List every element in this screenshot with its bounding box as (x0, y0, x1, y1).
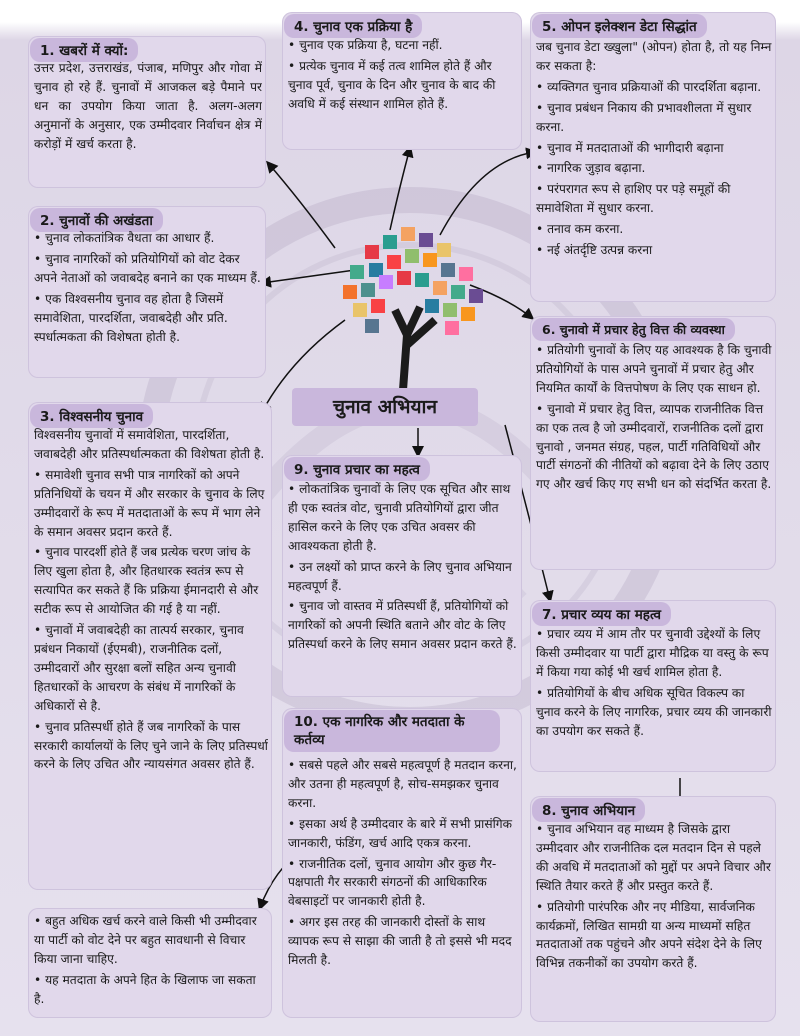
section-7-body (536, 625, 772, 771)
section-9-body (288, 480, 518, 696)
section-3b-body (34, 912, 268, 1016)
section-2-title: 2. चुनावों की अखंडता (30, 208, 163, 232)
section-10-bullet: • सबसे पहले और सबसे महत्वपूर्ण है मतदान करना, और उतना ही महत्वपूर्ण है, सोच-समझकर चुनाव करना. (288, 756, 518, 813)
section-3-bullet: • चुनाव पारदर्शी होते हैं जब प्रत्येक चरण जांच के लिए खुला होता है, और हितधारक स्वतंत्र रूप से सत्यापित कर सकते हैं कि प्रक्रिया ईमानदारी से और सटीक रूप से आयोजित की गई है या नहीं. (34, 543, 268, 619)
section-5-bullet: • नई अंतर्दृष्टि उत्पन्न करना (536, 241, 772, 260)
section-5-bullet: • तनाव कम करना. (536, 220, 772, 239)
section-7-title: 7. प्रचार व्यय का महत्व (532, 602, 671, 626)
section-3-bullet: • चुनाव प्रतिस्पर्धी होते हैं जब नागरिकों के पास सरकारी कार्यालयों के लिए चुने जाने के लिए प्रतिस्पर्धा करने के लिए उचित और न्यायसंगत अवसर होते हैं. (34, 718, 268, 775)
section-7-bullet: • प्रतियोगियों के बीच अधिक सूचित विकल्प का चुनाव करने के लिए नागरिक, प्रचार व्यय की जानकारी का उपयोग कर सकते हैं. (536, 684, 772, 741)
section-2-body (34, 229, 262, 377)
section-5-bullet: • चुनाव में मतदाताओं की भागीदारी बढ़ाना (536, 139, 772, 158)
section-3-title: 3. विश्वसनीय चुनाव (30, 404, 153, 428)
section-1-title: 1. खबरों में क्यों: (30, 38, 138, 62)
section-5-title: 5. ओपन इलेक्शन डेटा सिद्धांत (532, 14, 707, 38)
section-3b-bullet: • बहुत अधिक खर्च करने वाले किसी भी उम्मीदवार या पार्टी को वोट देने पर बहुत सावधानी से विचार किया जाना चाहिए. (34, 912, 268, 969)
section-1-text: उत्तर प्रदेश, उत्तराखंड, पंजाब, मणिपुर और गोवा में चुनाव हो रहे हैं. चुनावों में आजकल बड़े पैमाने पर धन का उपयोग किया जाता है. अलग-अलग अनुमानों के अनुसार, एक उम्मीदवार निर्वाचन क्षेत्र में करोड़ों में खर्च करता है. (34, 61, 262, 151)
section-9-bullet: • चुनाव जो वास्तव में प्रतिस्पर्धी हैं, प्रतियोगियों को नागरिकों को अपनी स्थिति बताने और वोट के लिए प्रतिस्पर्धा करने के लिए समान अवसर प्रदान करते हैं. (288, 597, 518, 654)
section-3-bullet: • समावेशी चुनाव सभी पात्र नागरिकों को अपने प्रतिनिधियों के चयन में और सरकार के चुनाव के लिए उम्मीदवारों के रूप में मतदाताओं के रूप में भाग लेने के समान अवसर प्रदान करते हैं. (34, 466, 268, 542)
section-8-bullet: • चुनाव अभियान वह माध्यम है जिसके द्वारा उम्मीदवार और राजनीतिक दल मतदान दिन से पहले की अवधि में मतदाताओं को मुद्दों पर अपने विचार और स्थिति तैयार करते हैं और प्रस्तुत करते हैं. (536, 820, 772, 896)
section-6-bullet: • प्रतियोगी चुनावों के लिए यह आवश्यक है कि चुनावी प्रतियोगियों के पास अपने चुनावों में प्रचार हेतु और नियमित कार्यों के वित्तपोषण के लिए एक साधन हो. (536, 341, 772, 398)
section-5-bullet: • परंपरागत रूप से हाशिए पर पड़े समूहों की समावेशिता में सुधार करना. (536, 180, 772, 218)
section-9-title: 9. चुनाव प्रचार का महत्व (284, 457, 430, 481)
section-4-bullet: • प्रत्येक चुनाव में कई तत्व शामिल होते हैं और चुनाव पूर्व, चुनाव के दिन और चुनाव के बाद की अवधि में कई संस्थान शामिल होते हैं. (288, 57, 518, 114)
section-9-bullet: • उन लक्ष्यों को प्राप्त करने के लिए चुनाव अभियान महत्वपूर्ण हैं. (288, 558, 518, 596)
section-6-title: 6. चुनावो में प्रचार हेतु वित्त की व्यवस्था (532, 318, 735, 341)
section-5-body (536, 38, 772, 300)
section-5-bullet: • चुनाव प्रबंधन निकाय की प्रभावशीलता में सुधार करना. (536, 99, 772, 137)
section-7-bullet: • प्रचार व्यय में आम तौर पर चुनावी उद्देश्यों के लिए किसी उम्मीदवार या पार्टी द्वारा मौद्रिक या वस्तु के रूप में किया गया कोई भी खर्च शामिल होता है. (536, 625, 772, 682)
section-1-body (34, 59, 262, 187)
section-8-body (536, 820, 772, 1020)
section-10-body (288, 756, 518, 1016)
center-title: चुनाव अभियान (292, 388, 478, 426)
section-8-title: 8. चुनाव अभियान (532, 798, 645, 822)
section-3-intro: विश्वसनीय चुनावों में समावेशिता, पारदर्शिता, जवाबदेही और प्रतिस्पर्धात्मकता की विशेषता होती है. (34, 428, 265, 461)
section-4-body (288, 36, 518, 148)
section-6-bullet: • चुनावो में प्रचार हेतु वित्त, व्यापक राजनीतिक वित्त का एक तत्व है जो उम्मीदवारों, राजनीतिक दलों द्वारा चुनावो , जनमत संग्रह, पहल, पार्टी गतिविधियों और पार्टी संगठनों की नीतियों को बढ़ावा देने के लिए उठाए गए और खर्च किए गए सभी धन को संदर्भित करता है. (536, 400, 772, 495)
section-2-bullet: • एक विश्वसनीय चुनाव वह होता है जिसमें समावेशिता, पारदर्शिता, जवाबदेही और प्रति. स्पर्धात्मकता की विशेषता होती है. (34, 290, 262, 347)
section-4-title: 4. चुनाव एक प्रक्रिया है (284, 14, 422, 38)
section-8-bullet: • प्रतियोगी पारंपरिक और नए मीडिया, सार्वजनिक कार्यक्रमों, लिखित सामग्री या अन्य माध्यमों सहित मतदाताओं तक पहुंचने और अपने संदेश देने के लिए विभिन्न तकनीकों का उपयोग करते हैं. (536, 898, 772, 974)
section-10-bullet: • अगर इस तरह की जानकारी दोस्तों के साथ व्यापक रूप से साझा की जाती है तो इससे भी मदद मिलती है. (288, 913, 518, 970)
section-5-bullet: • व्यक्तिगत चुनाव प्रक्रियाओं की पारदर्शिता बढ़ाना. (536, 78, 772, 97)
section-6-body (536, 341, 772, 569)
section-3b-bullet: • यह मतदाता के अपने हित के खिलाफ जा सकता है. (34, 971, 268, 1009)
section-9-bullet: • लोकतांत्रिक चुनावों के लिए एक सूचित और साथ ही एक स्वतंत्र वोट, चुनावी प्रतियोगियों द्वारा जीत हासिल करने के लिए एक उचित अवसर की आवश्यकता होती है. (288, 480, 518, 556)
section-10-bullet: • इसका अर्थ है उम्मीदवार के बारे में सभी प्रासंगिक जानकारी, फंडिंग, खर्च आदि एकत्र करना. (288, 815, 518, 853)
section-10-bullet: • राजनीतिक दलों, चुनाव आयोग और कुछ गैर-पक्षपाती गैर सरकारी संगठनों की आधिकारिक वेबसाइटों पर जानकारी होती है. (288, 855, 518, 912)
section-4-bullet: • चुनाव एक प्रक्रिया है, घटना नहीं. (288, 36, 518, 55)
section-3-bullet: • चुनावों में जवाबदेही का तात्पर्य सरकार, चुनाव प्रबंधन निकायों (ईएमबी), राजनीतिक दलों, उम्मीदवारों और सुरक्षा बलों सहित अन्य चुनावी हितधारकों के आचरण के संबंध में नागरिकों के अधिकारों से है. (34, 621, 268, 716)
section-5-bullet: • नागरिक जुड़ाव बढ़ाना. (536, 159, 772, 178)
section-2-bullet: • चुनाव लोकतांत्रिक वैधता का आधार हैं. (34, 229, 262, 248)
section-3-body (34, 426, 268, 888)
section-5-intro: जब चुनाव डेटा ख्खुला" (ओपन) होता है, तो यह निम्न कर सकता है: (536, 40, 772, 73)
section-2-bullet: • चुनाव नागरिकों को प्रतियोगियों को वोट देकर अपने नेताओं को जवाबदेह बनाने का एक माध्यम हैं. (34, 250, 262, 288)
section-10-title: 10. एक नागरिक और मतदाता के कर्तव्य (284, 710, 500, 752)
campaign-tree-icon (325, 215, 495, 390)
